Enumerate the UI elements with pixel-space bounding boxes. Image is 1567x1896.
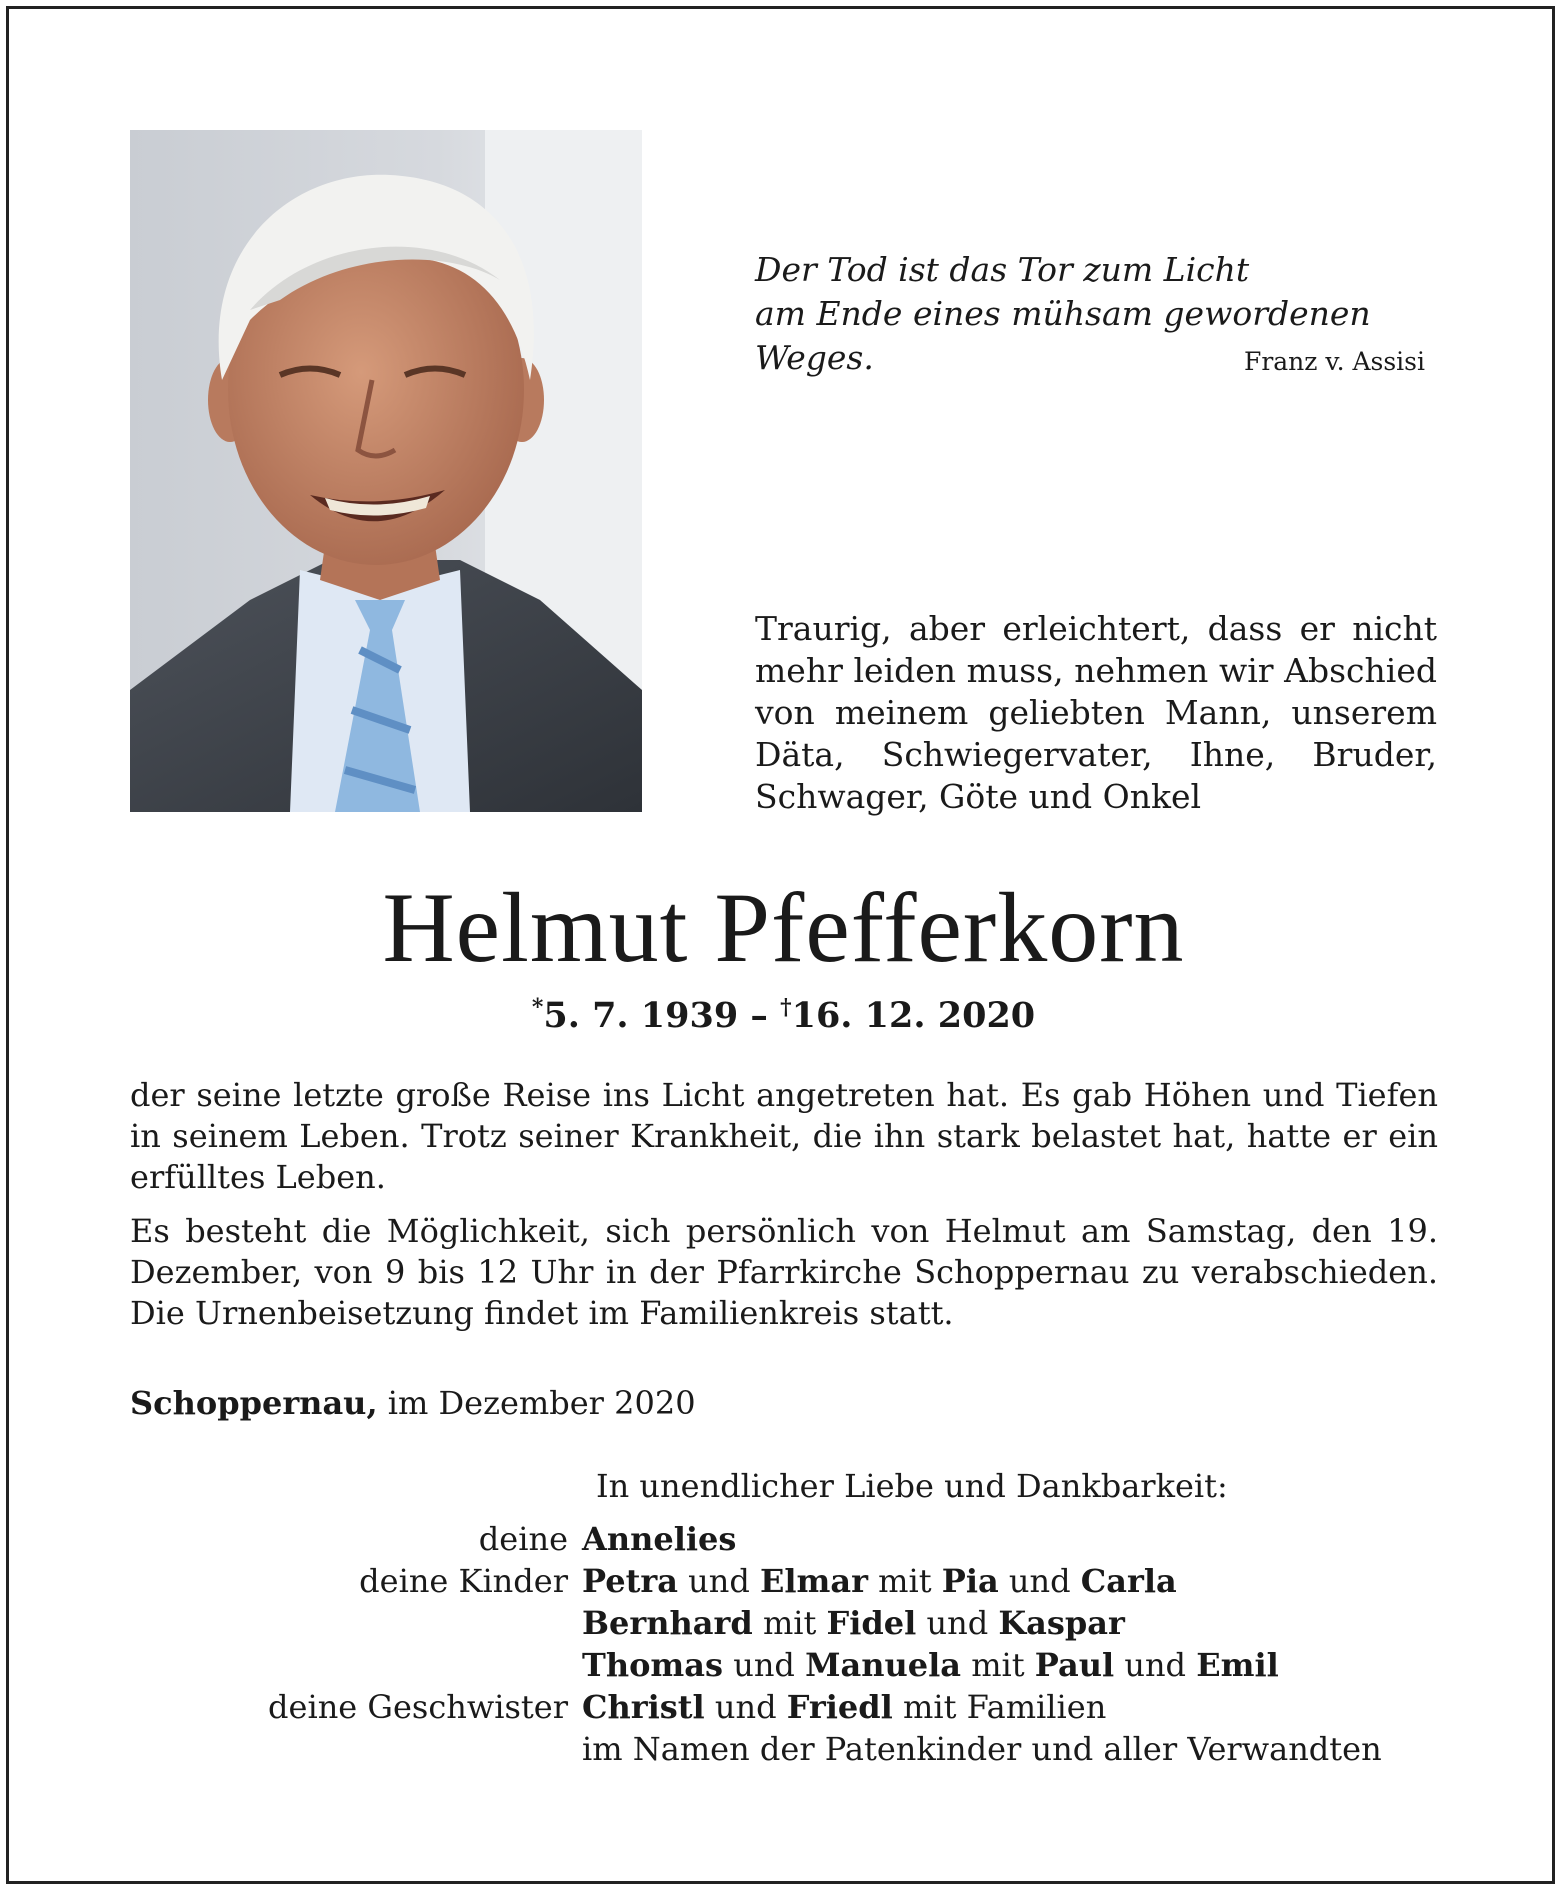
signer-label: deine Geschwister	[268, 1688, 568, 1726]
death-date: 16. 12. 2020	[791, 995, 1036, 1036]
connector: und	[723, 1646, 806, 1684]
signer-names	[582, 1602, 1450, 1644]
signer-name: Kaspar	[998, 1604, 1125, 1642]
connector: und	[677, 1562, 760, 1600]
connector: und	[1114, 1646, 1197, 1684]
signer-row	[130, 1728, 1450, 1770]
quote-author: Franz v. Assisi	[1243, 347, 1425, 376]
signer-label	[130, 1644, 582, 1686]
signer-names	[582, 1518, 1450, 1560]
signers-list	[130, 1518, 1450, 1770]
portrait-illustration	[130, 130, 642, 812]
signer-name: Bernhard	[582, 1604, 753, 1642]
signer-label: deine	[478, 1520, 568, 1558]
place-date	[130, 1382, 696, 1424]
signer-name: Thomas	[582, 1646, 724, 1684]
signer-name: Petra	[582, 1562, 678, 1600]
connector: und	[916, 1604, 999, 1642]
date-separator: –	[738, 995, 781, 1036]
death-symbol: †	[780, 994, 792, 1021]
signer-row	[130, 1686, 1450, 1728]
signer-row	[130, 1560, 1450, 1602]
connector: mit Familien	[892, 1688, 1107, 1726]
signer-name: Carla	[1080, 1562, 1177, 1600]
signer-names	[582, 1644, 1450, 1686]
portrait-photo	[130, 130, 642, 812]
birth-symbol: *	[531, 994, 544, 1021]
signer-names	[582, 1686, 1450, 1728]
signer-name: Emil	[1196, 1646, 1279, 1684]
signer-name: Christl	[582, 1688, 705, 1726]
signer-name: Friedl	[786, 1688, 893, 1726]
body-paragraph-2: Es besteht die Möglichkeit, sich persönlich von Helmut am Samstag, den 19. Dezember, von 9 bis 12 Uhr in der Pfarrkirche Schoppernau zu verabschieden. Die Urnenbeisetzung findet im Familienkreis statt.	[130, 1212, 1438, 1332]
signer-row	[130, 1644, 1450, 1686]
quote-line-2: am Ende eines mühsam gewordenen Weges.	[755, 294, 1371, 377]
intro-text: Traurig, aber erleichtert, dass er nicht mehr leiden muss, nehmen wir Abschied von meinem geliebten Mann, unserem Däta, Schwiegervater, Ihne, Bruder, Schwager, Göte und Onkel	[755, 609, 1437, 816]
connector: und	[704, 1688, 787, 1726]
signer-name: Manuela	[805, 1646, 962, 1684]
life-dates	[0, 993, 1567, 1039]
signer-names: im Namen der Patenkinder und aller Verwandten	[582, 1730, 1382, 1768]
signer-row	[130, 1518, 1450, 1560]
signer-name: Elmar	[759, 1562, 868, 1600]
signer-label: deine Kinder	[359, 1562, 568, 1600]
connector: mit	[867, 1562, 942, 1600]
deceased-name: Helmut Pfefferkorn	[382, 872, 1185, 983]
connector: und	[998, 1562, 1081, 1600]
signer-label	[130, 1602, 582, 1644]
signer-names	[582, 1560, 1450, 1602]
closing-line: In unendlicher Liebe und Dankbarkeit:	[596, 1467, 1228, 1505]
signer-name: Annelies	[582, 1520, 737, 1558]
signer-name: Pia	[941, 1562, 999, 1600]
connector: mit	[961, 1646, 1035, 1684]
signer-label	[130, 1728, 582, 1770]
birth-date: 5. 7. 1939	[543, 995, 739, 1036]
quote-line-1: Der Tod ist das Tor zum Licht	[755, 250, 1250, 289]
connector: mit	[752, 1604, 827, 1642]
signer-row	[130, 1602, 1450, 1644]
place-month: im Dezember 2020	[377, 1384, 696, 1422]
signer-name: Fidel	[826, 1604, 917, 1642]
body-text	[130, 1075, 1438, 1347]
body-paragraph-1: der seine letzte große Reise ins Licht angetreten hat. Es gab Höhen und Tiefen in seinem Leben. Trotz seiner Krankheit, die ihn stark belastet hat, hatte er ein erfülltes Leben.	[130, 1076, 1438, 1196]
place-town: Schoppernau,	[130, 1384, 378, 1422]
signer-name: Paul	[1034, 1646, 1115, 1684]
